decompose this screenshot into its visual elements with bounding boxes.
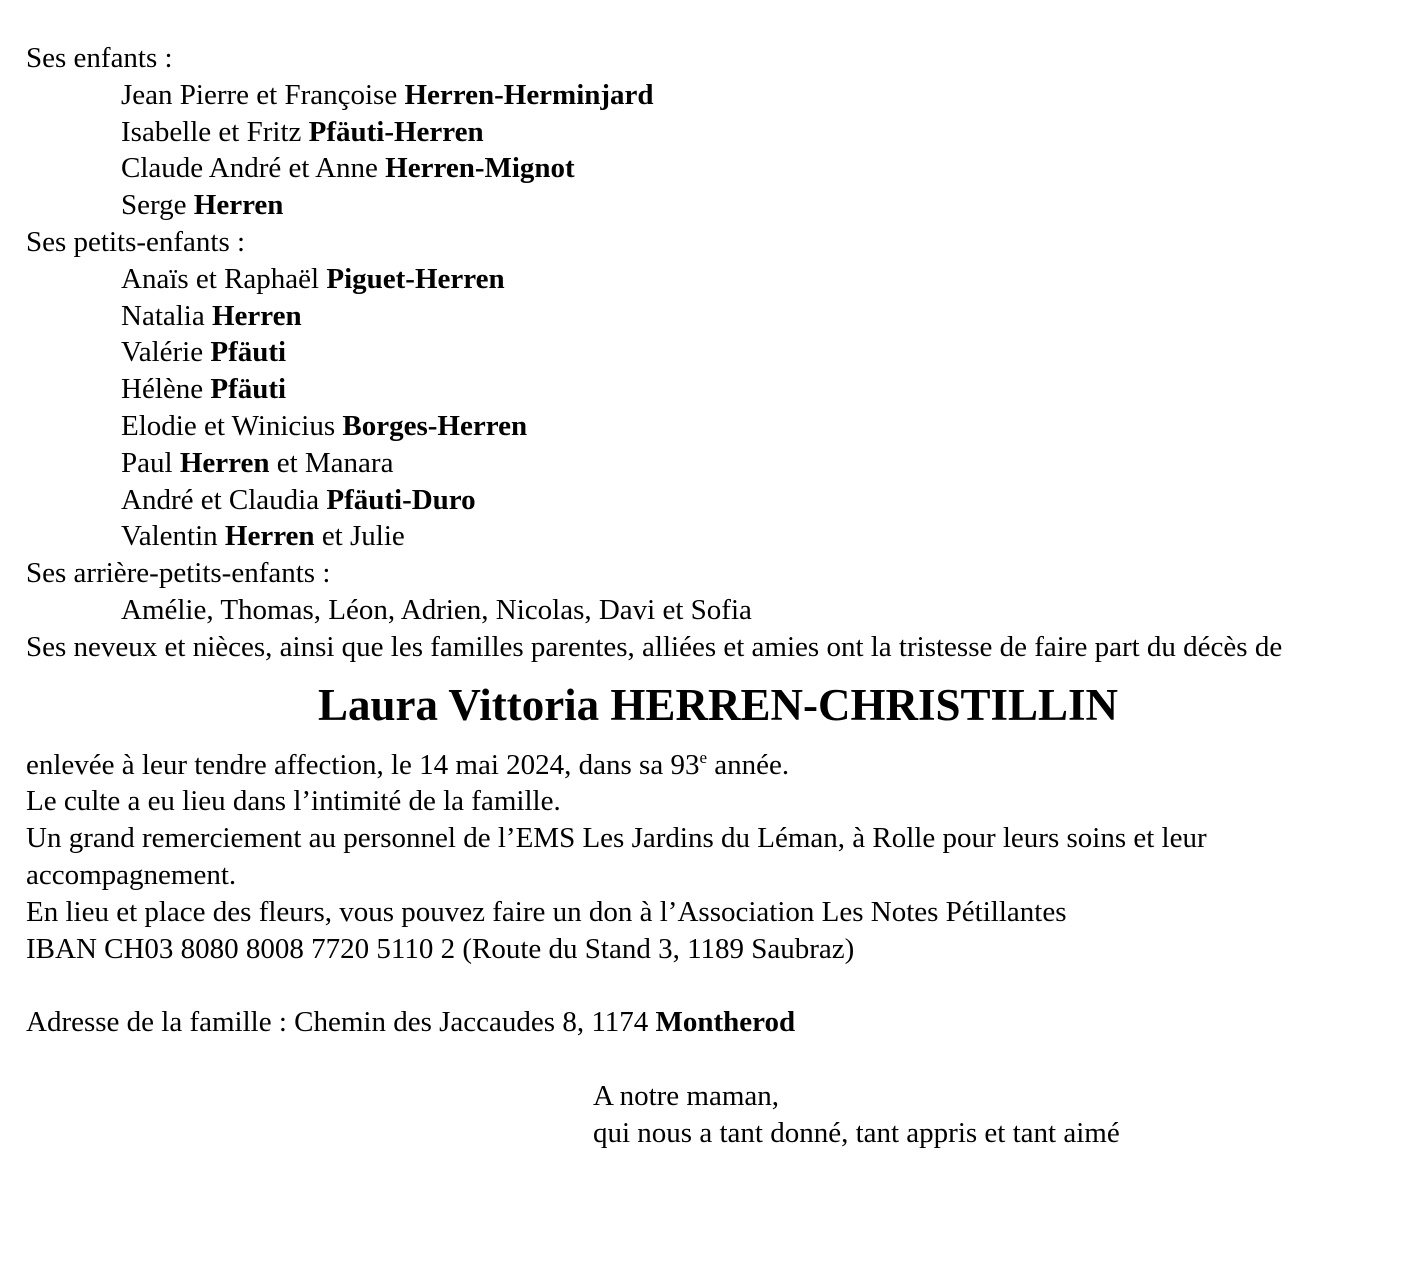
- grandchild-surname: Herren: [179, 446, 270, 479]
- announcement-text: Ses neveux et nièces, ainsi que les familles parentes, alliées et amies ont la tristesse de faire part du décès de: [26, 630, 1283, 663]
- great-grandchildren-heading: Ses arrière-petits-enfants :: [26, 557, 331, 590]
- grandchild-surname: Herren: [224, 520, 315, 553]
- grandchild-surname: Pfäuti: [210, 373, 287, 406]
- child-surname: Herren-Herminjard: [404, 78, 654, 111]
- address-town: Montherod: [655, 1006, 796, 1039]
- grandchild-entry: [26, 408, 1396, 445]
- child-entry: [26, 150, 1396, 187]
- grandchild-first-names: Anaïs et Raphaël: [121, 262, 320, 295]
- grandchild-first-names: Valérie: [121, 336, 204, 369]
- spacer: [26, 1041, 1396, 1078]
- children-heading: Ses enfants :: [26, 42, 173, 74]
- grandchild-partner: et Manara: [276, 446, 394, 479]
- spacer: [26, 967, 1396, 1004]
- grandchild-partner: et Julie: [321, 520, 405, 553]
- child-surname: Herren-Mignot: [385, 152, 575, 185]
- grandchildren-list: [26, 261, 1396, 555]
- grandchild-first-names: Natalia: [121, 299, 205, 332]
- grandchild-first-names: Paul: [121, 446, 173, 479]
- grandchild-entry: [26, 371, 1396, 408]
- child-entry: [26, 77, 1396, 114]
- grandchild-first-names: Hélène: [121, 373, 204, 406]
- obituary-notice: [26, 40, 1396, 1151]
- grandchild-entry: [26, 518, 1396, 555]
- grandchild-surname: Pfäuti: [210, 336, 287, 369]
- grandchild-surname: Pfäuti-Duro: [326, 483, 476, 516]
- great-grandchildren-list: Amélie, Thomas, Léon, Adrien, Nicolas, Davi et Sofia: [121, 593, 752, 626]
- thanks-text: Un grand remerciement au personnel de l’EMS Les Jardins du Léman, à Rolle pour leurs soins et leur accompagnement.: [26, 822, 1207, 891]
- child-surname: Herren: [193, 189, 284, 222]
- child-first-names: Isabelle et Fritz: [121, 115, 302, 148]
- donation-text: En lieu et place des fleurs, vous pouvez faire un don à l’Association Les Notes Pétillantes: [26, 895, 1067, 928]
- child-first-names: Claude André et Anne: [121, 152, 378, 185]
- child-entry: [26, 114, 1396, 151]
- quote-line: qui nous a tant donné, tant appris et tant aimé: [593, 1116, 1120, 1149]
- death-notice-end: année.: [707, 748, 790, 781]
- grandchild-entry: [26, 261, 1396, 298]
- deceased-name: Laura Vittoria HERREN-CHRISTILLIN: [317, 679, 1119, 730]
- child-first-names: Jean Pierre et Françoise: [121, 78, 398, 111]
- children-list: [26, 77, 1396, 224]
- grandchild-first-names: Valentin: [121, 520, 218, 553]
- quote-line: A notre maman,: [593, 1079, 780, 1112]
- ordinal-suffix: e: [699, 747, 708, 767]
- child-entry: [26, 187, 1396, 224]
- child-first-names: Serge: [121, 189, 187, 222]
- grandchildren-heading: Ses petits-enfants :: [26, 225, 246, 258]
- grandchild-surname: Borges-Herren: [342, 409, 528, 442]
- death-notice-line: [26, 747, 1396, 784]
- grandchild-surname: Piguet-Herren: [326, 262, 505, 295]
- child-surname: Pfäuti-Herren: [308, 115, 484, 148]
- grandchild-first-names: André et Claudia: [121, 483, 320, 516]
- grandchild-surname: Herren: [211, 299, 302, 332]
- family-address: [26, 1004, 1396, 1041]
- address-label: Adresse de la famille : Chemin des Jaccaudes 8, 1174: [26, 1006, 649, 1039]
- ceremony-text: Le culte a eu lieu dans l’intimité de la famille.: [26, 785, 561, 818]
- grandchild-entry: [26, 482, 1396, 519]
- dedication-quote: [26, 1078, 1396, 1152]
- death-notice-text: enlevée à leur tendre affection, le 14 mai 2024, dans sa 93: [26, 748, 700, 781]
- iban-text: IBAN CH03 8080 8008 7720 5110 2 (Route du Stand 3, 1189 Saubraz): [26, 932, 855, 965]
- grandchild-first-names: Elodie et Winicius: [121, 409, 336, 442]
- grandchild-entry: [26, 298, 1396, 335]
- grandchild-entry: [26, 445, 1396, 482]
- grandchild-entry: [26, 334, 1396, 371]
